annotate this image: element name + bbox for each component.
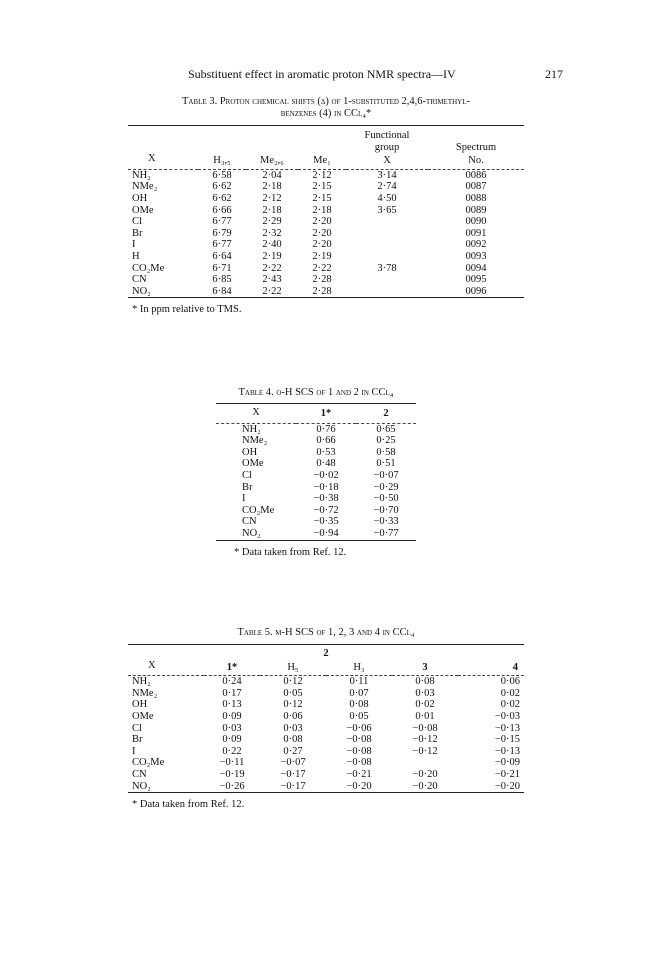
table-5-caption: Table 5. m-H SCS of 1, 2, 3 and 4 in CCl₄ xyxy=(237,627,415,638)
cell-x: NH₂ xyxy=(242,423,261,435)
cell-x: Br xyxy=(132,227,143,239)
table-row xyxy=(128,723,524,735)
cell-x: NMe₂ xyxy=(132,181,158,193)
cell-spec: 0096 xyxy=(465,285,487,297)
table-row xyxy=(216,493,416,505)
cell-x: Cl xyxy=(132,216,142,228)
cell-me26: 2·18 xyxy=(262,204,282,216)
cell-x: CN xyxy=(132,274,147,286)
cell-x: Br xyxy=(242,481,253,493)
cell-c1: −0·11 xyxy=(219,757,245,769)
cell-me26: 2·40 xyxy=(262,239,282,251)
cell-c4: −0·15 xyxy=(494,734,520,746)
running-head xyxy=(0,67,648,83)
cell-spec: 0094 xyxy=(465,262,487,274)
cell-c4: −0·20 xyxy=(494,780,520,792)
cell-h35: 6·77 xyxy=(212,216,232,228)
table-5-header-h3: H₃ xyxy=(353,661,365,673)
cell-c3: −0·12 xyxy=(412,745,438,757)
cell-h3: 0·07 xyxy=(349,687,369,699)
cell-x: NMe₂ xyxy=(132,687,158,699)
cell-h35: 6·58 xyxy=(212,169,232,181)
cell-me26: 2·29 xyxy=(262,216,282,228)
cell-h35: 6·77 xyxy=(212,239,232,251)
table-3-caption-line1: Table 3. Proton chemical shifts (δ) of 1-substituted 2,4,6-trimethyl- xyxy=(182,96,470,107)
cell-me1: 2·20 xyxy=(312,227,332,239)
cell-me1: 2·15 xyxy=(312,181,332,193)
cell-me26: 2·18 xyxy=(262,181,282,193)
cell-c1: −0·02 xyxy=(313,469,339,481)
cell-spec: 0087 xyxy=(465,181,487,193)
cell-h3: 0·05 xyxy=(349,710,369,722)
cell-c1: −0·72 xyxy=(313,504,339,516)
cell-x: Br xyxy=(132,734,143,746)
cell-h5: 0·27 xyxy=(283,745,303,757)
cell-h3: 0·08 xyxy=(349,699,369,711)
cell-x: NMe₂ xyxy=(242,435,268,447)
cell-me1: 2·20 xyxy=(312,239,332,251)
cell-c1: −0·38 xyxy=(313,493,339,505)
cell-h5: 0·12 xyxy=(283,699,303,711)
table-4-header-1: 1* xyxy=(320,407,332,419)
cell-c1: −0·26 xyxy=(219,780,245,792)
cell-x: Cl xyxy=(242,469,252,481)
cell-me1: 2·15 xyxy=(312,192,332,204)
cell-c1: −0·18 xyxy=(313,481,339,493)
cell-c3: 0·02 xyxy=(415,699,435,711)
cell-c2: −0·07 xyxy=(373,469,399,481)
table-3-header-fg-1: Functional xyxy=(364,130,410,141)
cell-me26: 2·43 xyxy=(262,274,282,286)
cell-x: NO₂ xyxy=(132,285,151,297)
table-row xyxy=(216,458,416,470)
cell-x: OMe xyxy=(132,710,154,722)
cell-h5: 0·12 xyxy=(283,676,303,688)
cell-me26: 2·22 xyxy=(262,285,282,297)
cell-c2: −0·33 xyxy=(373,516,399,528)
cell-h5: −0·17 xyxy=(280,768,306,780)
cell-x: OMe xyxy=(242,458,264,470)
running-title: Substituent effect in aromatic proton NMR spectra—IV xyxy=(188,67,456,81)
cell-x: CO₂Me xyxy=(132,757,165,769)
table-row xyxy=(128,205,524,217)
cell-c3 xyxy=(392,757,458,769)
cell-x: OH xyxy=(242,446,258,458)
cell-h5: −0·17 xyxy=(280,780,306,792)
cell-x: CN xyxy=(132,768,147,780)
cell-x: CO₂Me xyxy=(242,504,275,516)
cell-h35: 6·62 xyxy=(212,192,232,204)
cell-h3: −0·21 xyxy=(346,768,372,780)
cell-c1: 0·48 xyxy=(316,458,336,470)
table-row xyxy=(216,505,416,517)
table-5-header-3: 3 xyxy=(422,661,428,673)
cell-c2: 0·65 xyxy=(376,423,396,435)
table-row xyxy=(128,239,524,251)
cell-c1: 0·24 xyxy=(222,676,242,688)
table-3-header-spec-2: No. xyxy=(468,155,484,167)
table-row xyxy=(128,286,524,298)
table-row xyxy=(128,193,524,205)
cell-h35: 6·84 xyxy=(212,285,232,297)
cell-fg: 2·74 xyxy=(377,181,397,193)
cell-c1: 0·22 xyxy=(222,745,242,757)
cell-fg: 3·78 xyxy=(377,262,397,274)
table-3-header-fg-2: group xyxy=(374,141,400,153)
cell-c4: 0·02 xyxy=(500,699,520,711)
table-3-header-me1: Me₁ xyxy=(313,155,331,167)
cell-fg xyxy=(346,216,428,228)
cell-c1: 0·03 xyxy=(222,722,242,734)
table-row xyxy=(216,516,416,528)
cell-fg xyxy=(346,274,428,286)
table-5-grid xyxy=(128,644,524,793)
cell-c1: −0·19 xyxy=(219,768,245,780)
table-row xyxy=(128,734,524,746)
cell-spec: 0093 xyxy=(465,250,487,262)
cell-fg: 3·14 xyxy=(377,169,397,181)
cell-h3: −0·08 xyxy=(346,757,372,769)
cell-c4: −0·09 xyxy=(494,757,520,769)
cell-x: NO₂ xyxy=(132,780,151,792)
table-4-grid xyxy=(216,403,416,541)
cell-x: H xyxy=(132,250,140,262)
cell-x: I xyxy=(132,239,136,251)
cell-fg xyxy=(346,239,428,251)
table-3-grid xyxy=(128,125,524,298)
cell-h3: −0·08 xyxy=(346,745,372,757)
cell-c3: 0·08 xyxy=(415,676,435,688)
cell-me26: 2·12 xyxy=(262,192,282,204)
cell-c1: 0·09 xyxy=(222,734,242,746)
cell-c2: −0·50 xyxy=(373,493,399,505)
cell-h3: −0·06 xyxy=(346,722,372,734)
cell-c2: 0·58 xyxy=(376,446,396,458)
cell-h5: 0·06 xyxy=(283,710,303,722)
table-row xyxy=(128,757,524,769)
cell-c3: 0·03 xyxy=(415,687,435,699)
cell-h35: 6·71 xyxy=(212,262,232,274)
table-5-header-1: 1* xyxy=(226,661,238,673)
cell-c2: −0·70 xyxy=(373,504,399,516)
cell-x: OMe xyxy=(132,204,154,216)
table-4-header-x: X xyxy=(252,407,260,418)
cell-h35: 6·66 xyxy=(212,204,232,216)
cell-c3: −0·20 xyxy=(412,768,438,780)
table-row xyxy=(128,676,524,688)
cell-h35: 6·64 xyxy=(212,250,232,262)
table-4-footnote: * Data taken from Ref. 12. xyxy=(234,546,347,558)
cell-me26: 2·04 xyxy=(262,169,282,181)
table-row xyxy=(128,181,524,193)
cell-spec: 0092 xyxy=(465,239,487,251)
table-row xyxy=(128,699,524,711)
table-4-body xyxy=(216,423,416,540)
table-3 xyxy=(128,96,524,315)
cell-x: Cl xyxy=(132,722,142,734)
cell-c1: 0·76 xyxy=(316,423,336,435)
cell-x: NH₂ xyxy=(132,169,151,181)
cell-me1: 2·18 xyxy=(312,204,332,216)
table-5-header-4: 4 xyxy=(512,661,518,673)
cell-me1: 2·28 xyxy=(312,274,332,286)
cell-c4: −0·03 xyxy=(494,710,520,722)
cell-h35: 6·85 xyxy=(212,274,232,286)
cell-x: I xyxy=(132,745,136,757)
cell-x: NO₂ xyxy=(242,527,261,539)
cell-h5: 0·03 xyxy=(283,722,303,734)
table-row xyxy=(128,769,524,781)
cell-spec: 0088 xyxy=(465,192,487,204)
cell-fg xyxy=(346,251,428,263)
cell-c4: −0·21 xyxy=(494,768,520,780)
cell-fg: 3·65 xyxy=(377,204,397,216)
cell-c1: 0·53 xyxy=(316,446,336,458)
cell-h3: −0·08 xyxy=(346,734,372,746)
table-3-header-fg-3: X xyxy=(383,155,391,167)
cell-x: OH xyxy=(132,699,148,711)
table-row xyxy=(128,228,524,240)
cell-c3: −0·20 xyxy=(412,780,438,792)
cell-c1: 0·13 xyxy=(222,699,242,711)
cell-x: CN xyxy=(242,516,257,528)
cell-h35: 6·79 xyxy=(212,227,232,239)
table-5-header-h5: H₅ xyxy=(287,661,299,673)
cell-h5: 0·05 xyxy=(283,687,303,699)
table-row xyxy=(128,274,524,286)
table-5 xyxy=(128,627,524,810)
table-5-body xyxy=(128,676,524,793)
cell-c4: 0·06 xyxy=(500,676,520,688)
cell-c2: −0·29 xyxy=(373,481,399,493)
cell-spec: 0089 xyxy=(465,204,487,216)
table-3-header-h35: H₃,₅ xyxy=(213,155,231,167)
cell-me26: 2·32 xyxy=(262,227,282,239)
table-row xyxy=(216,423,416,435)
table-row xyxy=(128,781,524,793)
table-row xyxy=(216,482,416,494)
cell-c3: −0·12 xyxy=(412,734,438,746)
table-4 xyxy=(216,387,416,558)
table-row xyxy=(216,528,416,540)
cell-h3: −0·20 xyxy=(346,780,372,792)
cell-c2: −0·77 xyxy=(373,527,399,539)
cell-c1: 0·09 xyxy=(222,710,242,722)
cell-c1: 0·17 xyxy=(222,687,242,699)
table-5-footnote: * Data taken from Ref. 12. xyxy=(132,799,245,811)
cell-c3: 0·01 xyxy=(415,710,435,722)
table-3-caption-line2: benzenes (4) in CCl₄* xyxy=(280,108,372,119)
table-row xyxy=(128,688,524,700)
table-3-header-me26: Me₂,₆ xyxy=(260,155,284,167)
cell-me26: 2·19 xyxy=(262,250,282,262)
cell-c4: −0·13 xyxy=(494,745,520,757)
cell-x: OH xyxy=(132,192,148,204)
table-row xyxy=(128,711,524,723)
cell-h5: 0·08 xyxy=(283,734,303,746)
cell-fg xyxy=(346,228,428,240)
cell-c1: −0·94 xyxy=(313,527,339,539)
page-number: 217 xyxy=(545,67,563,81)
table-row xyxy=(216,470,416,482)
cell-h35: 6·62 xyxy=(212,181,232,193)
cell-c4: −0·13 xyxy=(494,722,520,734)
cell-spec: 0091 xyxy=(465,227,487,239)
cell-x: NH₂ xyxy=(132,676,151,688)
table-3-footnote: * In ppm relative to TMS. xyxy=(132,304,242,316)
cell-c4: 0·02 xyxy=(500,687,520,699)
table-3-body xyxy=(128,169,524,298)
cell-me26: 2·22 xyxy=(262,262,282,274)
table-3-header-x: X xyxy=(148,153,156,165)
table-row xyxy=(216,447,416,459)
cell-x: I xyxy=(242,493,246,505)
cell-x: CO₂Me xyxy=(132,262,165,274)
cell-spec: 0095 xyxy=(465,274,487,286)
cell-me1: 2·22 xyxy=(312,262,332,274)
cell-fg xyxy=(346,286,428,298)
cell-spec: 0086 xyxy=(465,169,487,181)
table-row xyxy=(128,216,524,228)
cell-h3: 0·11 xyxy=(349,676,369,688)
table-4-header-2: 2 xyxy=(383,407,389,419)
cell-h5: −0·07 xyxy=(280,757,306,769)
cell-me1: 2·28 xyxy=(312,285,332,297)
cell-me1: 2·20 xyxy=(312,216,332,228)
table-5-header-group-2: 2 xyxy=(323,648,329,659)
table-row xyxy=(128,251,524,263)
table-row xyxy=(128,169,524,181)
cell-c3: −0·08 xyxy=(412,722,438,734)
table-row xyxy=(216,435,416,447)
cell-c2: 0·25 xyxy=(376,435,396,447)
cell-c2: 0·51 xyxy=(376,458,396,470)
cell-me1: 2·12 xyxy=(312,169,332,181)
table-5-header-x: X xyxy=(148,659,156,671)
cell-c1: 0·66 xyxy=(316,435,336,447)
table-row xyxy=(128,746,524,758)
cell-c1: −0·35 xyxy=(313,516,339,528)
table-3-header-spec-1: Spectrum xyxy=(455,141,497,153)
cell-fg: 4·50 xyxy=(377,192,397,204)
cell-me1: 2·19 xyxy=(312,250,332,262)
table-row xyxy=(128,263,524,275)
cell-spec: 0090 xyxy=(465,216,487,228)
table-4-caption: Table 4. o-H SCS of 1 and 2 in CCl₄ xyxy=(238,387,394,398)
